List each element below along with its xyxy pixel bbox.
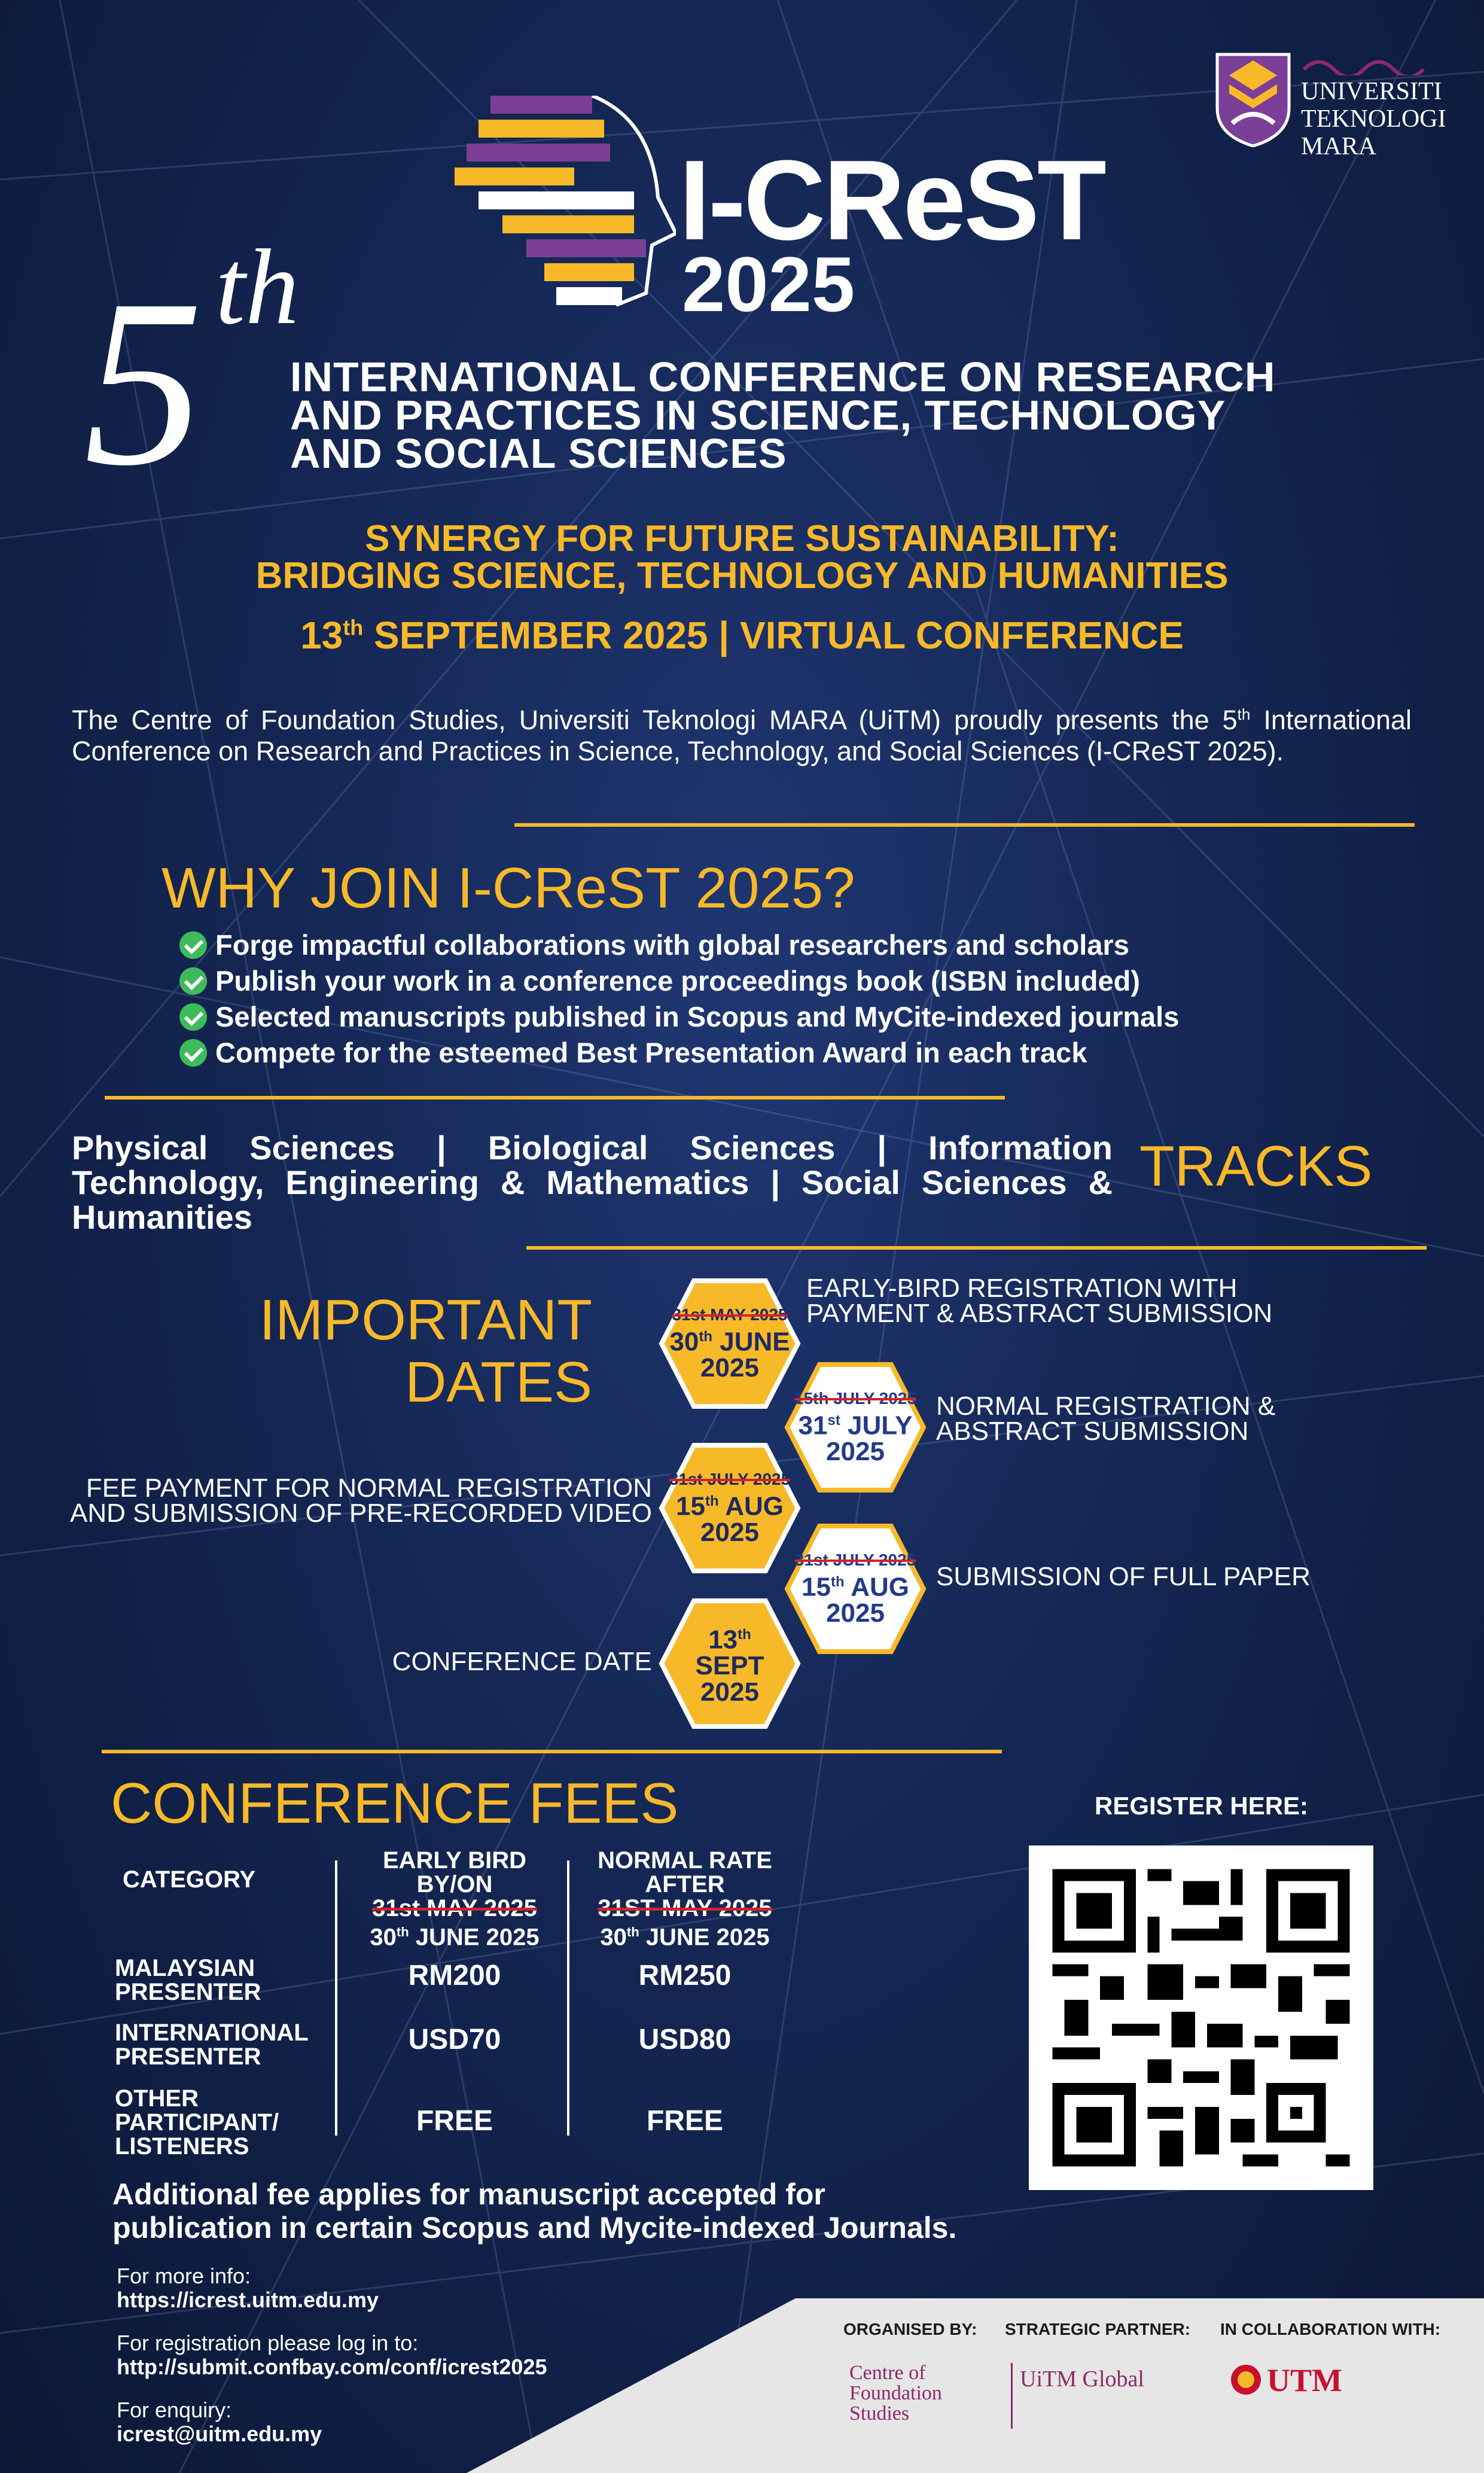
list-item-text: Selected manuscripts published in Scopus and MyCite-indexed journals (215, 1001, 1180, 1033)
date-old: 31st MAY 2025 (672, 1305, 788, 1324)
fee-header-category: CATEGORY (123, 1866, 256, 1893)
organiser-line2: Foundation (849, 2382, 942, 2404)
list-item-text: Publish your work in a conference proceedings book (ISBN included) (215, 965, 1141, 997)
list-item (179, 927, 1179, 963)
date-new-sup: th (705, 1493, 719, 1509)
fee-early-value: RM200 (408, 1960, 501, 1991)
edition-suffix: th (215, 227, 300, 346)
registration-url-link[interactable]: http://submit.confbay.com/conf/icrest2025 (117, 2355, 547, 2379)
title-line1: INTERNATIONAL CONFERENCE ON RESEARCH (290, 354, 1276, 400)
check-circle-icon (179, 1003, 207, 1031)
date-new-day: 15 (676, 1491, 705, 1521)
collaborator-logo: UTM (1267, 2362, 1342, 2398)
divider (514, 823, 1415, 827)
footer-divider (1011, 2363, 1013, 2429)
date-new-sup: st (827, 1412, 840, 1429)
conference-year: 2025 (682, 240, 855, 328)
conference-full-title (290, 354, 1427, 477)
divider (105, 1096, 1005, 1100)
date-new-month: AUG (844, 1572, 909, 1602)
date-day: 13 (300, 614, 343, 657)
organiser-line1: Centre of (849, 2362, 926, 2384)
intro-part2: International Conference on Research and Practices in Science, Technology, and Social Sciences (I-CReST 2025). (72, 705, 1412, 766)
date-badge-normal-registration (784, 1361, 927, 1494)
check-circle-icon (179, 967, 207, 995)
date-new-day: 31 (798, 1411, 828, 1440)
info-url-link[interactable]: https://icrest.uitm.edu.my (117, 2288, 379, 2312)
date-new-month: SEPT (695, 1651, 764, 1681)
table-row (115, 2087, 279, 2158)
fee-note (112, 2177, 956, 2244)
date-label-fee-payment: FEE PAYMENT FOR NORMAL REGISTRATION AND SUBMISSION OF PRE-RECORDED VIDEO (69, 1473, 652, 1528)
date-label-conference: CONFERENCE DATE (392, 1647, 652, 1676)
conference-date-line (0, 613, 1484, 657)
dates-title-line2: DATES (405, 1350, 592, 1414)
icrest-head-logo-icon (455, 96, 676, 323)
organiser-logo (849, 2363, 942, 2424)
row-category-line2: PARTICIPANT/ (115, 2109, 279, 2136)
registration-qr-code[interactable] (1029, 1845, 1373, 2190)
row-category-line3: LISTENERS (115, 2133, 249, 2160)
date-badge-full-paper (784, 1522, 927, 1655)
date-old: 15th JULY 2025 (794, 1388, 916, 1408)
divider (526, 1246, 1427, 1250)
info-label: For more info: (117, 2264, 251, 2288)
theme-line1: SYNERGY FOR FUTURE SUSTAINABILITY: (365, 518, 1119, 559)
date-badge-early-bird (658, 1277, 802, 1410)
date-rest: SEPTEMBER 2025 | VIRTUAL CONFERENCE (363, 614, 1184, 657)
tracks-list: Physical Sciences | Biological Sciences | Information Technology, Engineering & Mathematics | Social Sciences & Humanities (72, 1129, 1113, 1236)
row-category-line1: OTHER (115, 2085, 199, 2112)
date-old: 31st JULY 2025 (794, 1550, 916, 1569)
early-line1: EARLY BIRD (382, 1847, 527, 1874)
normal-line2: AFTER (645, 1871, 725, 1898)
intro-part1: The Centre of Foundation Studies, Universiti Teknologi MARA (UiTM) proudly presents the 5 (72, 705, 1238, 735)
fee-note-line1: Additional fee applies for manuscript accepted for (112, 2177, 825, 2211)
uitm-name (1301, 78, 1446, 160)
date-new-year: 2025 (700, 1353, 759, 1383)
strategic-partner-label: STRATEGIC PARTNER: (1005, 2320, 1191, 2338)
normal-new-rest: JUNE 2025 (639, 1924, 770, 1951)
date-suffix: th (343, 615, 364, 640)
date-new-year: 2025 (826, 1437, 885, 1467)
divider (102, 1750, 1002, 1753)
strategic-partner-logo: UiTM Global (1020, 2367, 1144, 2392)
uitm-jawi-script-icon (1301, 51, 1439, 75)
date-new-day: 30 (669, 1327, 699, 1357)
enquiry-label: For enquiry: (117, 2398, 232, 2422)
list-item-text: Forge impactful collaborations with global researchers and scholars (215, 929, 1129, 961)
fee-header-normal-rate (571, 1848, 799, 1949)
theme-line2: BRIDGING SCIENCE, TECHNOLOGY AND HUMANITIES (255, 555, 1229, 596)
row-category-line2: PRESENTER (115, 1979, 261, 2005)
check-circle-icon (179, 1039, 207, 1067)
date-new-year: 2025 (700, 1677, 759, 1707)
intro-sup: th (1237, 705, 1251, 723)
date-new-month: JUNE (712, 1327, 790, 1357)
date-new-year: 2025 (700, 1518, 759, 1548)
organiser-line3: Studies (849, 2402, 910, 2425)
date-badge-fee-payment (658, 1442, 802, 1574)
uitm-crest-logo (1214, 51, 1292, 147)
date-badge-conference (658, 1597, 802, 1730)
collaboration-label: IN COLLABORATION WITH: (1220, 2320, 1441, 2338)
date-new-sup: th (738, 1626, 751, 1643)
date-new-month: JULY (840, 1411, 913, 1440)
date-new-sup: th (699, 1328, 712, 1345)
list-item (179, 999, 1179, 1035)
fee-early-value: USD70 (408, 2024, 501, 2055)
date-label-early-bird: EARLY-BIRD REGISTRATION WITH PAYMENT & ABSTRACT SUBMISSION (806, 1274, 1273, 1328)
fee-normal-value: USD80 (638, 2024, 732, 2055)
register-here-label: REGISTER HERE: (1095, 1792, 1309, 1820)
date-new-day: 15 (802, 1572, 831, 1602)
organised-by-label: ORGANISED BY: (843, 2320, 977, 2338)
intro-paragraph (72, 699, 1412, 767)
title-line2: AND PRACTICES IN SCIENCE, TECHNOLOGY (290, 392, 1226, 438)
row-category-line1: INTERNATIONAL (115, 2020, 309, 2046)
date-new-year: 2025 (826, 1598, 885, 1628)
date-label-normal-registration: NORMAL REGISTRATION & ABSTRACT SUBMISSION (936, 1391, 1276, 1446)
early-old-date: 31st MAY 2025 (372, 1895, 537, 1921)
early-new-day: 30 (370, 1924, 397, 1951)
fee-normal-value: RM250 (638, 1960, 732, 1991)
date-new-month: AUG (718, 1491, 784, 1521)
early-new-sup: th (396, 1924, 409, 1939)
row-category-line1: MALAYSIAN (115, 1955, 255, 1981)
date-new-day: 13 (708, 1625, 738, 1655)
fee-normal-value: FREE (646, 2105, 723, 2137)
why-join-title: WHY JOIN I-CReST 2025? (161, 856, 855, 920)
table-divider (567, 1860, 569, 2136)
why-join-list (179, 927, 1179, 1071)
conference-name: I-CReST (679, 137, 1104, 264)
table-row (115, 1956, 261, 2004)
table-divider (335, 1860, 337, 2136)
table-row (115, 2021, 309, 2069)
fee-early-value: FREE (416, 2105, 493, 2137)
normal-line1: NORMAL RATE (598, 1847, 772, 1874)
edition-number: 5 (84, 250, 203, 515)
check-circle-icon (179, 931, 207, 959)
row-category-line2: PRESENTER (115, 2043, 261, 2070)
early-line2: BY/ON (416, 1871, 493, 1898)
enquiry-email-link[interactable]: icrest@uitm.edu.my (117, 2422, 322, 2446)
normal-old-date: 31ST MAY 2025 (598, 1895, 772, 1921)
title-line3: AND SOCIAL SCIENCES (290, 430, 787, 477)
uitm-name-line2: TEKNOLOGI (1301, 105, 1446, 133)
early-new-rest: JUNE 2025 (409, 1924, 540, 1951)
uitm-name-line3: MARA (1301, 133, 1377, 160)
date-new-sup: th (830, 1573, 845, 1590)
tracks-label: TRACKS (1139, 1134, 1373, 1198)
utm-crest-icon (1229, 2363, 1263, 2396)
date-old: 31st JULY 2025 (669, 1469, 791, 1488)
fee-header-early-bird (341, 1848, 568, 1949)
dates-title-line1: IMPORTANT (259, 1288, 592, 1352)
conference-theme (0, 520, 1484, 595)
normal-new-day: 30 (600, 1924, 627, 1951)
conference-fees-title: CONFERENCE FEES (111, 1771, 679, 1835)
registration-label: For registration please log in to: (117, 2331, 419, 2355)
list-item-text: Compete for the esteemed Best Presentation Award in each track (215, 1037, 1087, 1068)
list-item (179, 1035, 1179, 1071)
important-dates-title (179, 1289, 592, 1414)
date-label-full-paper: SUBMISSION OF FULL PAPER (936, 1562, 1311, 1591)
normal-new-sup: th (626, 1924, 639, 1939)
fee-note-line2: publication in certain Scopus and Mycite-indexed Journals. (112, 2211, 957, 2244)
list-item (179, 963, 1179, 999)
uitm-name-line1: UNIVERSITI (1301, 78, 1442, 105)
